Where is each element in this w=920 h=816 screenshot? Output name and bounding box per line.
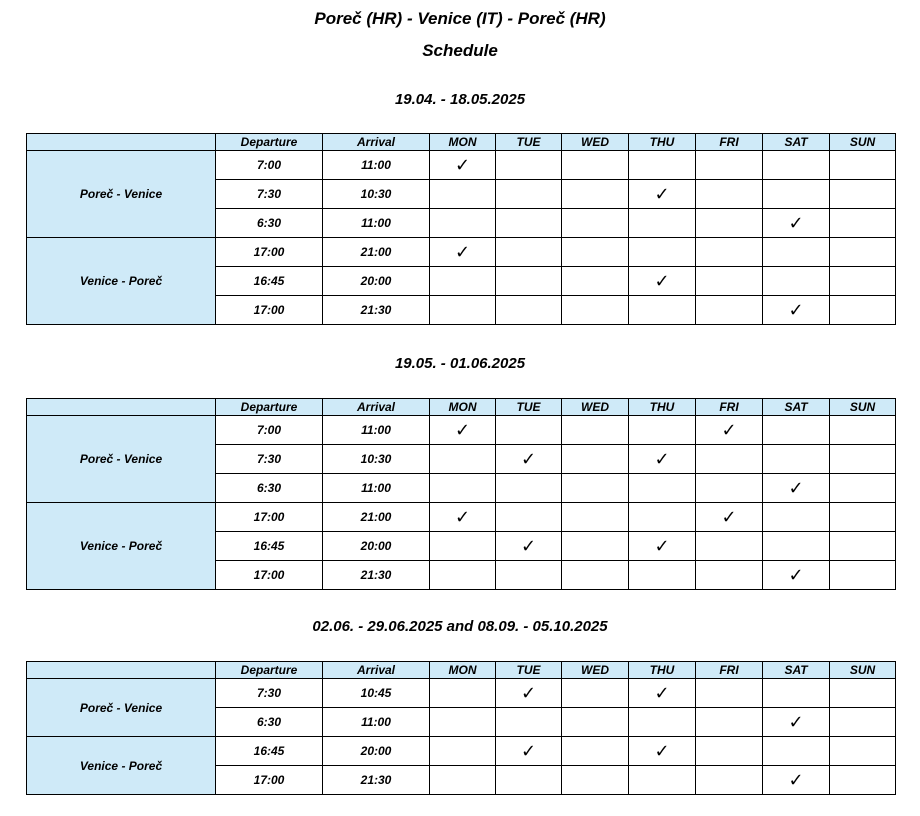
check-icon: ✓ [788,565,804,585]
check-icon: ✓ [520,683,537,703]
check-icon: ✓ [454,507,471,527]
arrival-time: 11:00 [323,416,430,445]
day-cell-sun [830,532,896,561]
departure-time: 7:00 [216,151,323,180]
day-cell-tue [496,679,562,708]
day-cell-thu [629,180,696,209]
check-icon: ✓ [654,536,670,556]
day-cell-thu [629,416,696,445]
day-cell-fri [696,503,763,532]
arrival-time: 21:30 [323,561,430,590]
day-cell-mon [430,474,496,503]
table-row [27,503,896,532]
day-cell-mon [430,296,496,325]
page-subtitle: Schedule [422,41,498,60]
day-cell-wed [562,296,629,325]
day-cell-fri [696,180,763,209]
header-day-wed: WED [562,399,629,416]
check-icon: ✓ [654,271,670,291]
header-arrival: Arrival [323,662,430,679]
header-day-mon: MON [430,134,496,151]
header-departure: Departure [216,399,323,416]
day-cell-sat [763,267,830,296]
day-cell-tue [496,766,562,795]
schedule-table [26,398,896,590]
day-cell-thu [629,209,696,238]
departure-time: 16:45 [216,267,323,296]
day-cell-mon [430,708,496,737]
route-name: Venice - Poreč [27,238,216,325]
day-cell-wed [562,503,629,532]
period-label: 02.06. - 29.06.2025 and 08.09. - 05.10.2025 [312,618,608,635]
header-day-wed: WED [562,662,629,679]
arrival-time: 20:00 [323,532,430,561]
day-cell-fri [696,561,763,590]
arrival-time: 20:00 [323,267,430,296]
day-cell-fri [696,474,763,503]
check-icon: ✓ [721,507,737,527]
day-cell-sun [830,267,896,296]
route-name: Venice - Poreč [27,503,216,590]
day-cell-tue [496,238,562,267]
header-day-sat: SAT [763,399,830,416]
header-day-sat: SAT [763,134,830,151]
day-cell-mon [430,416,496,445]
day-cell-thu [629,737,696,766]
day-cell-tue [496,561,562,590]
day-cell-sat [763,445,830,474]
arrival-time: 21:30 [323,296,430,325]
day-cell-sun [830,766,896,795]
day-cell-sat [763,416,830,445]
day-cell-mon [430,209,496,238]
day-cell-tue [496,151,562,180]
check-icon: ✓ [520,741,537,761]
day-cell-thu [629,151,696,180]
departure-time: 6:30 [216,474,323,503]
schedule-table [26,133,896,325]
day-cell-fri [696,209,763,238]
arrival-time: 21:30 [323,766,430,795]
departure-time: 17:00 [216,561,323,590]
departure-time: 7:30 [216,445,323,474]
day-cell-wed [562,708,629,737]
check-icon: ✓ [654,184,670,204]
header-day-sun: SUN [830,662,896,679]
day-cell-sun [830,737,896,766]
table-row [27,416,896,445]
check-icon: ✓ [654,449,670,469]
day-cell-mon [430,766,496,795]
header-day-fri: FRI [696,399,763,416]
day-cell-sun [830,474,896,503]
departure-time: 17:00 [216,766,323,795]
route-name: Poreč - Venice [27,416,216,503]
day-cell-thu [629,445,696,474]
day-cell-sun [830,209,896,238]
check-icon: ✓ [788,300,804,320]
day-cell-sun [830,238,896,267]
day-cell-tue [496,296,562,325]
day-cell-fri [696,708,763,737]
departure-time: 16:45 [216,532,323,561]
day-cell-mon [430,679,496,708]
day-cell-wed [562,737,629,766]
day-cell-fri [696,445,763,474]
day-cell-sun [830,151,896,180]
header-blank-cell [27,399,216,416]
header-row [27,134,896,151]
header-row [27,662,896,679]
day-cell-mon [430,238,496,267]
day-cell-thu [629,503,696,532]
check-icon: ✓ [721,420,737,440]
day-cell-thu [629,267,696,296]
arrival-time: 10:30 [323,180,430,209]
header-day-thu: THU [629,399,696,416]
check-icon: ✓ [454,155,471,175]
day-cell-thu [629,532,696,561]
day-cell-sat [763,766,830,795]
day-cell-wed [562,445,629,474]
day-cell-sat [763,474,830,503]
day-cell-tue [496,503,562,532]
arrival-time: 10:45 [323,679,430,708]
day-cell-wed [562,474,629,503]
check-icon: ✓ [788,712,804,732]
day-cell-tue [496,474,562,503]
period-label: 19.04. - 18.05.2025 [394,91,526,108]
day-cell-thu [629,561,696,590]
day-cell-wed [562,180,629,209]
header-day-mon: MON [430,662,496,679]
departure-time: 16:45 [216,737,323,766]
arrival-time: 11:00 [323,151,430,180]
day-cell-sat [763,737,830,766]
header-row [27,399,896,416]
route-name: Poreč - Venice [27,679,216,737]
header-day-fri: FRI [696,662,763,679]
day-cell-fri [696,679,763,708]
header-departure: Departure [216,134,323,151]
check-icon: ✓ [654,683,670,703]
day-cell-sun [830,445,896,474]
departure-time: 7:30 [216,679,323,708]
day-cell-thu [629,708,696,737]
check-icon: ✓ [788,770,804,790]
day-cell-thu [629,238,696,267]
day-cell-thu [629,474,696,503]
day-cell-fri [696,151,763,180]
day-cell-mon [430,503,496,532]
day-cell-sat [763,679,830,708]
day-cell-tue [496,267,562,296]
header-day-mon: MON [430,399,496,416]
departure-time: 17:00 [216,503,323,532]
day-cell-mon [430,267,496,296]
page-title: Poreč (HR) - Venice (IT) - Poreč (HR) [314,9,606,28]
day-cell-sat [763,561,830,590]
schedule-table [26,661,896,795]
day-cell-tue [496,532,562,561]
check-icon: ✓ [788,478,804,498]
day-cell-sat [763,209,830,238]
departure-time: 17:00 [216,238,323,267]
day-cell-sun [830,296,896,325]
header-day-wed: WED [562,134,629,151]
day-cell-thu [629,296,696,325]
departure-time: 17:00 [216,296,323,325]
day-cell-wed [562,766,629,795]
day-cell-tue [496,416,562,445]
header-day-sat: SAT [763,662,830,679]
day-cell-fri [696,766,763,795]
table-row [27,238,896,267]
check-icon: ✓ [654,741,670,761]
day-cell-wed [562,267,629,296]
day-cell-thu [629,766,696,795]
arrival-time: 21:00 [323,238,430,267]
table-row [27,679,896,708]
day-cell-sat [763,708,830,737]
table-row [27,737,896,766]
day-cell-wed [562,561,629,590]
day-cell-wed [562,532,629,561]
day-cell-sun [830,679,896,708]
header-day-sun: SUN [830,134,896,151]
header-day-thu: THU [629,662,696,679]
day-cell-sat [763,151,830,180]
header-day-thu: THU [629,134,696,151]
day-cell-mon [430,532,496,561]
day-cell-mon [430,445,496,474]
departure-time: 7:30 [216,180,323,209]
day-cell-mon [430,151,496,180]
header-blank-cell [27,134,216,151]
departure-time: 7:00 [216,416,323,445]
day-cell-sat [763,503,830,532]
arrival-time: 11:00 [323,474,430,503]
check-icon: ✓ [788,213,804,233]
day-cell-sun [830,708,896,737]
arrival-time: 10:30 [323,445,430,474]
day-cell-wed [562,679,629,708]
period-label: 19.05. - 01.06.2025 [394,355,526,372]
route-name: Venice - Poreč [27,737,216,795]
day-cell-sun [830,180,896,209]
day-cell-fri [696,267,763,296]
check-icon: ✓ [520,536,537,556]
arrival-time: 20:00 [323,737,430,766]
day-cell-fri [696,238,763,267]
day-cell-fri [696,416,763,445]
day-cell-mon [430,561,496,590]
check-icon: ✓ [520,449,537,469]
day-cell-sat [763,532,830,561]
route-name: Poreč - Venice [27,151,216,238]
header-departure: Departure [216,662,323,679]
day-cell-sun [830,561,896,590]
day-cell-sun [830,503,896,532]
day-cell-tue [496,737,562,766]
header-day-tue: TUE [496,662,562,679]
day-cell-wed [562,151,629,180]
table-row [27,151,896,180]
header-day-tue: TUE [496,134,562,151]
header-arrival: Arrival [323,134,430,151]
departure-time: 6:30 [216,209,323,238]
day-cell-fri [696,296,763,325]
header-arrival: Arrival [323,399,430,416]
day-cell-sat [763,296,830,325]
day-cell-wed [562,238,629,267]
day-cell-tue [496,209,562,238]
departure-time: 6:30 [216,708,323,737]
day-cell-tue [496,708,562,737]
day-cell-mon [430,737,496,766]
day-cell-fri [696,737,763,766]
day-cell-sat [763,238,830,267]
day-cell-tue [496,445,562,474]
check-icon: ✓ [454,420,471,440]
check-icon: ✓ [454,242,471,262]
header-day-tue: TUE [496,399,562,416]
day-cell-sun [830,416,896,445]
day-cell-sat [763,180,830,209]
arrival-time: 11:00 [323,209,430,238]
day-cell-tue [496,180,562,209]
header-day-sun: SUN [830,399,896,416]
day-cell-wed [562,416,629,445]
header-day-fri: FRI [696,134,763,151]
day-cell-thu [629,679,696,708]
arrival-time: 11:00 [323,708,430,737]
day-cell-fri [696,532,763,561]
header-blank-cell [27,662,216,679]
arrival-time: 21:00 [323,503,430,532]
day-cell-wed [562,209,629,238]
day-cell-mon [430,180,496,209]
